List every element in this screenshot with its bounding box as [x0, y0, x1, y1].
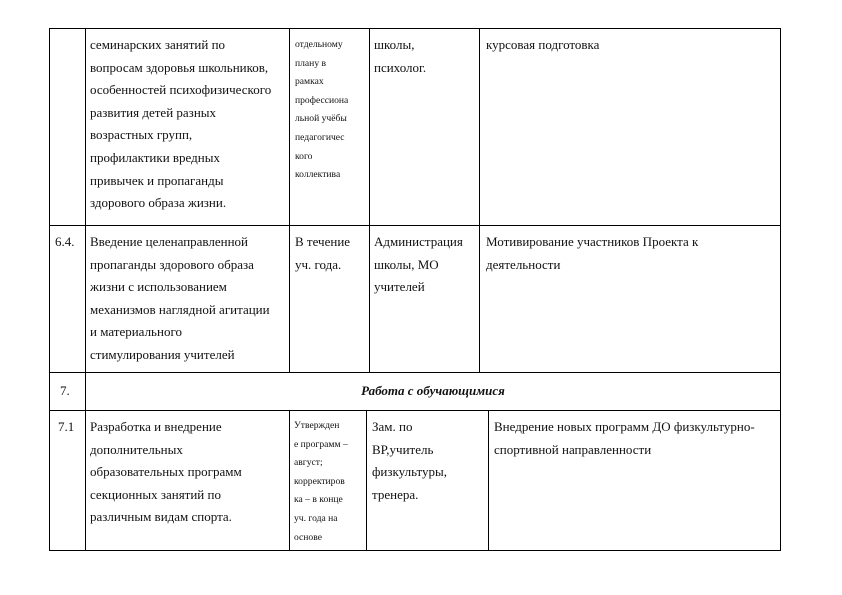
table-border-right: [780, 28, 781, 551]
section-title: Работа с обучающимися: [361, 383, 505, 398]
row4-activity: Разработка и внедрение дополнительных образовательных программ секционных занятий по различным видам спорта.: [90, 419, 242, 525]
row4-timing: Утвержден е программ – август; корректиров ка – в конце уч. года на основе: [294, 420, 348, 543]
row2-result: Мотивирование участников Проекта к деятельности: [486, 234, 699, 272]
column-divider: [85, 28, 86, 551]
column-divider: [289, 410, 290, 551]
section-number: 7.: [60, 383, 70, 398]
row1-activity: семинарских занятий по вопросам здоровья школьников, особенностей психофизического развития детей разных возрастных групп, профилактики вредных привычек и пропаганды здорового образа жизни.: [90, 37, 272, 211]
table-border-top: [49, 28, 781, 29]
row4-result: Внедрение новых программ ДО физкультурно- спортивной направленности: [494, 419, 755, 457]
column-divider: [369, 28, 370, 373]
column-divider: [366, 410, 367, 551]
row2-timing: В течение уч. года.: [295, 234, 351, 272]
row1-result: курсовая подготовка: [486, 37, 600, 52]
row-number: 7.1: [58, 419, 75, 434]
column-divider: [488, 410, 489, 551]
column-divider: [479, 28, 480, 373]
row-divider: [49, 225, 781, 226]
row-divider: [49, 410, 781, 411]
column-divider: [289, 28, 290, 373]
row4-responsible: Зам. по ВР,учитель физкультуры, тренера.: [372, 419, 447, 502]
table-border-left: [49, 28, 50, 551]
row2-activity: Введение целенаправленной пропаганды здорового образа жизни с использованием механизмов наглядной агитации и материального стимулирования учителей: [90, 234, 270, 362]
row1-timing: отдельному плану в рамках профессиона льной учёбы педагогичес кого коллектива: [295, 39, 349, 181]
row2-responsible: Администрация школы, МО учителей: [374, 234, 463, 295]
row-divider: [49, 372, 781, 373]
table-border-bottom: [49, 550, 781, 551]
row-number: 6.4.: [55, 234, 75, 249]
row1-responsible: школы, психолог.: [374, 37, 427, 75]
